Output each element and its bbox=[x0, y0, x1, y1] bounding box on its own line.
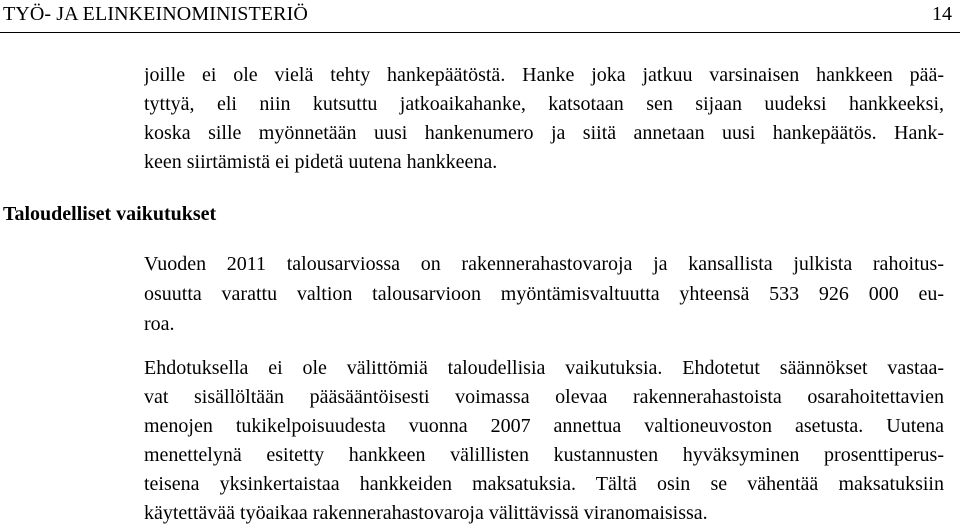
text-line: koska sille myönnetään uusi hankenumero ja siitä annetaan uusi hankepäätös. Hank- bbox=[144, 122, 944, 144]
text-line: Vuoden 2011 talousarviossa on rakennerahastovaroja ja kansallista julkista rahoitus- bbox=[144, 253, 944, 275]
text-line: tyttyä, eli niin kutsuttu jatkoaikahanke, katsotaan sen sijaan uudeksi hankkeeksi, bbox=[144, 93, 944, 115]
text-line: vat sisällöltään pääsääntöisesti voimassa olevaa rakennerahastoista osarahoitettavien bbox=[144, 386, 944, 408]
text-line: osuutta varattu valtion talousarvioon myöntämisvaltuutta yhteensä 533 926 000 eu- bbox=[144, 283, 944, 305]
paragraph-project-continuation bbox=[144, 61, 944, 177]
text-line: keen siirtämistä ei pidetä uutena hankkeena. bbox=[144, 151, 498, 173]
paragraph-budget bbox=[144, 249, 944, 339]
text-line: menettelynä esitetty hankkeen välillisten kustannusten hyväksyminen prosenttiperus- bbox=[144, 444, 944, 466]
text-line: joille ei ole vielä tehty hankepäätöstä. Hanke joka jatkuu varsinaisen hankkeen pää- bbox=[144, 64, 944, 86]
paragraph-financial-effects bbox=[144, 354, 944, 528]
ministry-title: TYÖ- JA ELINKEINOMINISTERIÖ bbox=[3, 3, 308, 25]
text-line: roa. bbox=[144, 313, 175, 335]
text-line: teisena yksinkertaistaa hankkeiden maksatuksia. Tältä osin se vähentää maksatuksiin bbox=[144, 473, 944, 495]
text-line: menojen tukikelpoisuudesta vuonna 2007 annettua valtioneuvoston asetusta. Uutena bbox=[144, 415, 944, 437]
text-line: käytettävää työaikaa rakennerahastovaroja välittävissä viranomaisissa. bbox=[144, 502, 708, 524]
page-number: 14 bbox=[932, 3, 952, 25]
text-line: Ehdotuksella ei ole välittömiä taloudellisia vaikutuksia. Ehdotetut säännökset vastaa- bbox=[144, 357, 944, 379]
section-heading: Taloudelliset vaikutukset bbox=[3, 203, 217, 225]
header-divider bbox=[0, 32, 960, 33]
